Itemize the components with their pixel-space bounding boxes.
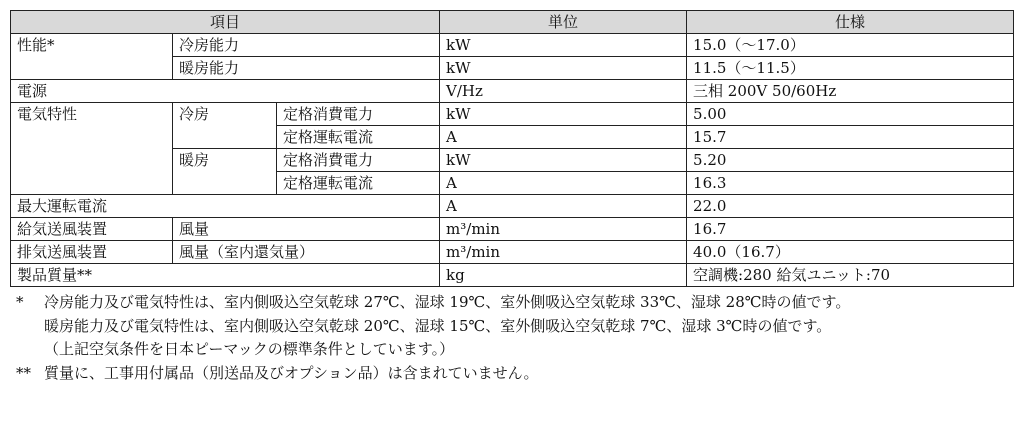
- table-row: [11, 195, 1014, 218]
- electrical-label: 電気特性: [11, 103, 173, 195]
- cooling-capacity-spec: 15.0（～17.0）: [687, 34, 1014, 57]
- mass-label: 製品質量**: [11, 264, 440, 287]
- heating-capacity-label: 暖房能力: [173, 57, 440, 80]
- footnote-mark-2: **: [16, 363, 31, 382]
- footnote-1-cont: [10, 315, 1013, 339]
- heating-current-unit: A: [440, 172, 687, 195]
- table-row: [11, 241, 1014, 264]
- mass-unit: kg: [440, 264, 687, 287]
- heating-current-label: 定格運転電流: [277, 172, 440, 195]
- electrical-cooling-label: 冷房: [173, 103, 277, 149]
- footnote-2: [10, 362, 1013, 386]
- table-row: [11, 34, 1014, 57]
- heating-capacity-spec: 11.5（～11.5）: [687, 57, 1014, 80]
- table-row: [11, 264, 1014, 287]
- power-source-unit: V/Hz: [440, 80, 687, 103]
- footnote-mark-1: *: [16, 293, 24, 311]
- heating-consumption-label: 定格消費電力: [277, 149, 440, 172]
- table-row: [11, 103, 1014, 126]
- header-unit: 単位: [440, 11, 687, 34]
- table-row: [11, 218, 1014, 241]
- footnote-line-3: （上記空気条件を日本ピーマックの標準条件としています。）: [44, 340, 455, 358]
- max-current-spec: 22.0: [687, 195, 1014, 218]
- exhaust-fan-label: 排気送風装置: [11, 241, 173, 264]
- cooling-capacity-label: 冷房能力: [173, 34, 440, 57]
- supply-fan-sub: 風量: [173, 218, 440, 241]
- cooling-current-unit: A: [440, 126, 687, 149]
- mass-spec: 空調機:280 給気ユニット:70: [687, 264, 1014, 287]
- footnote-line-4: 質量に、工事用付属品（別送品及びオプション品）は含まれていません。: [44, 363, 539, 382]
- cooling-consumption-label: 定格消費電力: [277, 103, 440, 126]
- footnote-1: [10, 291, 1013, 315]
- footnote-1-cont2: [10, 338, 1013, 362]
- power-source-spec: 三相 200V 50/60Hz: [687, 80, 1014, 103]
- footnote-line-1: 冷房能力及び電気特性は、室内側吸込空気乾球 27℃、湿球 19℃、室外側吸込空気乾球 33℃、湿球 28℃時の値です。: [44, 293, 851, 311]
- cooling-current-label: 定格運転電流: [277, 126, 440, 149]
- cooling-consumption-unit: kW: [440, 103, 687, 126]
- heating-consumption-spec: 5.20: [687, 149, 1014, 172]
- cooling-current-spec: 15.7: [687, 126, 1014, 149]
- electrical-heating-label: 暖房: [173, 149, 277, 195]
- supply-fan-spec: 16.7: [687, 218, 1014, 241]
- heating-capacity-unit: kW: [440, 57, 687, 80]
- supply-fan-unit: m³/min: [440, 218, 687, 241]
- table-row: [11, 80, 1014, 103]
- exhaust-fan-spec: 40.0（16.7）: [687, 241, 1014, 264]
- table-header-row: [11, 11, 1014, 34]
- cooling-capacity-unit: kW: [440, 34, 687, 57]
- max-current-unit: A: [440, 195, 687, 218]
- heating-current-spec: 16.3: [687, 172, 1014, 195]
- supply-fan-label: 給気送風装置: [11, 218, 173, 241]
- max-current-label: 最大運転電流: [11, 195, 440, 218]
- header-spec: 仕様: [687, 11, 1014, 34]
- exhaust-fan-unit: m³/min: [440, 241, 687, 264]
- header-item: 項目: [11, 11, 440, 34]
- spec-sheet: [10, 10, 1013, 385]
- cooling-consumption-spec: 5.00: [687, 103, 1014, 126]
- spec-table: [10, 10, 1014, 287]
- footnotes: [10, 291, 1013, 385]
- footnote-line-2: 暖房能力及び電気特性は、室内側吸込空気乾球 20℃、湿球 15℃、室外側吸込空気乾球 7℃、湿球 3℃時の値です。: [44, 316, 832, 335]
- exhaust-fan-sub: 風量（室内還気量）: [173, 241, 440, 264]
- power-source-label: 電源: [11, 80, 440, 103]
- heating-consumption-unit: kW: [440, 149, 687, 172]
- performance-label: 性能*: [11, 34, 173, 80]
